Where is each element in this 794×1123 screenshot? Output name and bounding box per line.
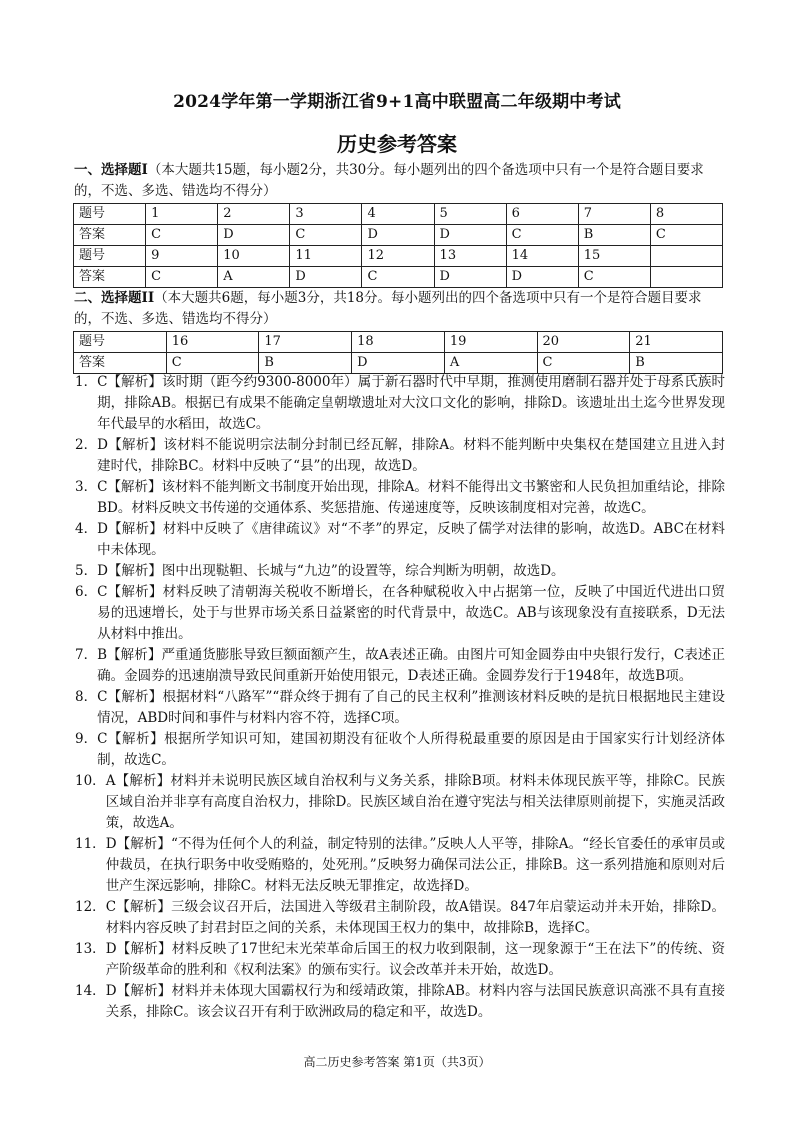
item-analysis-tag: 【解析】 <box>107 689 163 705</box>
table-cell: 4 <box>362 204 434 225</box>
item-answer: C <box>97 374 108 390</box>
table-row <box>74 204 723 225</box>
row-header-cell: 题号 <box>74 332 167 353</box>
section1-intro <box>74 160 724 202</box>
item-body <box>97 372 725 435</box>
item-body <box>106 834 725 897</box>
page-subtitle: 历史参考答案 <box>337 132 457 156</box>
table-cell: 18 <box>352 332 445 353</box>
item-number: 6． <box>75 584 98 600</box>
explanation-item <box>75 435 725 477</box>
item-explanation-text: 材料并未说明民族区域自治权利与义务关系，排除B项。材料未体现民族平等，排除C。民族区域自治并非享有高度自治权力，排除D。民族区域自治在遵守宪法与相关法律原则前提下，实施灵活政策，故选A。 <box>105 773 726 831</box>
item-explanation-text: 该材料不能说明宗法制分封制已经瓦解，排除A。材料不能判断中央集权在楚国建立且进入封建时代，排除BC。材料中反映了“县”的出现，故选D。 <box>97 437 726 474</box>
item-analysis-tag: 【解析】 <box>107 437 164 453</box>
item-answer: D <box>105 941 117 957</box>
item-number: 5． <box>75 563 98 579</box>
table-cell: C <box>578 267 650 288</box>
table-cell: 17 <box>259 332 352 353</box>
row-header-cell: 答案 <box>74 225 146 246</box>
item-explanation-text: “不得为任何个人的利益，制定特别的法律。”反映人人平等，排除A。“经长官委任的承审员或仲裁员，在执行职务中收受贿赂的，处死刑。”反映努力确保司法公正，排除B。这一系列措施和原则对后世产生深远影响，排除C。材料无法反映无罪推定，故选择D。 <box>105 836 726 894</box>
item-number: 3． <box>75 479 98 495</box>
table-cell: 3 <box>290 204 362 225</box>
item-analysis-tag: 【解析】 <box>107 374 162 390</box>
table-cell: D <box>352 353 445 374</box>
table-cell: C <box>506 225 578 246</box>
item-body <box>97 519 725 561</box>
table-cell: C <box>166 353 259 374</box>
section2-heading: 二、选择题II <box>74 290 155 306</box>
table-cell: 7 <box>578 204 650 225</box>
explanation-item <box>75 582 725 645</box>
explanation-item <box>75 897 725 939</box>
section1-description: （本大题共15题，每小题2分，共30分。每小题列出的四个备选项中只有一个是符合题目要求的，不选、多选、错选均不得分） <box>74 162 704 199</box>
table-cell: 16 <box>166 332 259 353</box>
item-analysis-tag: 【解析】 <box>116 983 172 999</box>
table-cell: 2 <box>218 204 290 225</box>
table-cell: C <box>362 267 434 288</box>
table-cell: B <box>259 353 352 374</box>
item-number: 7． <box>75 647 98 663</box>
table-cell: 21 <box>630 332 723 353</box>
table-cell: D <box>218 225 290 246</box>
table-cell: A <box>218 267 290 288</box>
table-cell: 8 <box>650 204 722 225</box>
row-header-cell: 答案 <box>74 267 146 288</box>
explanation-item <box>75 729 725 771</box>
table-cell: D <box>434 225 506 246</box>
table-cell: 9 <box>146 246 218 267</box>
item-number: 10． <box>75 773 106 789</box>
item-number: 9． <box>75 731 98 747</box>
section2-answer-table <box>73 331 723 374</box>
table-cell: 11 <box>290 246 362 267</box>
item-answer: B <box>97 647 108 663</box>
table-cell: D <box>506 267 578 288</box>
item-explanation-text: 该时期（距今约9300-8000年）属于新石器时代中早期，推测使用磨制石器并处于母系氏族时期，排除AB。根据已有成果不能确定皇朝墩遗址对大汶口文化的影响，排除D。该遗址出土迄今世界发现年代最早的水稻田，故选C。 <box>97 374 726 432</box>
item-explanation-text: 该材料不能判断文书制度开始出现，排除A。材料不能得出文书繁密和人民负担加重结论，排除BD。材料反映文书传递的交通体系、奖惩措施、传递速度等，反映该制度相对完善，故选C。 <box>97 479 726 516</box>
item-answer: D <box>97 563 108 579</box>
item-number: 13． <box>75 941 106 957</box>
item-body <box>97 435 725 477</box>
item-answer: C <box>97 689 108 705</box>
item-explanation-text: 材料反映了17世纪末光荣革命后国王的权力收到限制，这一现象源于“王在法下”的传统、资产阶级革命的胜利和《权利法案》的颁布实行。议会改革并未开始，故选D。 <box>105 941 726 978</box>
table-cell: 20 <box>537 332 630 353</box>
item-body <box>97 729 725 771</box>
item-explanation-text: 材料反映了清朝海关税收不断增长，在各种赋税收入中占据第一位，反映了中国近代进出口贸易的迅速增长，处于与世界市场关系日益紧密的时代背景中，故选C。AB与该现象没有直接联系，D无法从材料中推出。 <box>97 584 726 642</box>
row-header-cell: 题号 <box>74 246 146 267</box>
table-cell: C <box>146 225 218 246</box>
item-explanation-text: 严重通货膨胀导致巨额面额产生，故A表述正确。由图片可知金圆券由中央银行发行，C表述正确。金圆券的迅速崩溃导致民间重新开始使用银元，D表述正确。金圆券发行于1948年，故选B项。 <box>97 647 726 684</box>
item-answer: D <box>105 836 117 852</box>
item-explanation-text: 三级会议召开后，法国进入等级君主制阶段，故A错误。847年启蒙运动并未开始，排除D。材料内容反映了封君封臣之间的关系，未体现国王权力的集中，故排除B，选择C。 <box>105 899 726 936</box>
table-cell: D <box>434 267 506 288</box>
table-cell: 14 <box>506 246 578 267</box>
row-header-cell: 答案 <box>74 353 167 374</box>
item-answer: C <box>97 479 108 495</box>
item-explanation-text: 材料并未体现大国霸权行为和绥靖政策，排除AB。材料内容与法国民族意识高涨不具有直接关系，排除C。该会议召开有利于欧洲政局的稳定和平，故选D。 <box>105 983 726 1020</box>
item-body <box>97 645 725 687</box>
item-analysis-tag: 【解析】 <box>115 773 171 789</box>
item-body <box>97 687 725 729</box>
section2-description: （本大题共6题，每小题3分，共18分。每小题列出的四个备选项中只有一个是符合题目要求的，不选、多选、错选均不得分） <box>74 290 702 327</box>
explanation-item <box>75 834 725 897</box>
item-number: 12． <box>75 899 106 915</box>
item-number: 2． <box>75 437 98 453</box>
item-body <box>97 477 725 519</box>
table-cell: 13 <box>434 246 506 267</box>
item-number: 8． <box>75 689 98 705</box>
item-analysis-tag: 【解析】 <box>116 941 172 957</box>
item-explanation-text: 材料中反映了《唐律疏议》对“不孝”的界定，反映了儒学对法律的影响，故选D。ABC在材料中未体现。 <box>97 521 725 558</box>
table-cell: 12 <box>362 246 434 267</box>
item-answer: C <box>105 899 117 915</box>
item-explanation-text: 根据所学知识可知，建国初期没有征收个人所得税最重要的原因是由于国家实行计划经济体制，故选C。 <box>97 731 726 768</box>
item-analysis-tag: 【解析】 <box>107 584 163 600</box>
item-body <box>106 897 725 939</box>
table-row <box>74 225 723 246</box>
explanation-item <box>75 981 725 1023</box>
item-number: 11． <box>75 836 106 852</box>
item-body <box>106 771 725 834</box>
item-answer: A <box>105 773 116 789</box>
item-body <box>97 561 725 582</box>
item-body <box>97 582 725 645</box>
explanation-item <box>75 561 725 582</box>
table-cell: 19 <box>444 332 537 353</box>
item-answer: C <box>97 731 108 747</box>
item-analysis-tag: 【解析】 <box>107 647 162 663</box>
table-cell: D <box>362 225 434 246</box>
table-cell: A <box>444 353 537 374</box>
explanation-item <box>75 939 725 981</box>
table-row <box>74 267 723 288</box>
table-cell: D <box>290 267 362 288</box>
page-footer: 高二历史参考答案 第1页（共3页） <box>303 1055 491 1069</box>
item-answer: D <box>97 437 108 453</box>
table-row <box>74 246 723 267</box>
item-analysis-tag: 【解析】 <box>107 563 162 579</box>
table-cell: C <box>290 225 362 246</box>
item-analysis-tag: 【解析】 <box>107 731 165 747</box>
explanation-item <box>75 477 725 519</box>
table-cell <box>650 246 722 267</box>
explanation-item <box>75 687 725 729</box>
item-explanation-text: 图中出现鞑靼、长城与“九边”的设置等，综合判断为明朝，故选D。 <box>161 563 565 579</box>
item-analysis-tag: 【解析】 <box>107 521 163 537</box>
explanation-item <box>75 372 725 435</box>
table-cell: 15 <box>578 246 650 267</box>
explanation-item <box>75 771 725 834</box>
explanation-list <box>75 372 725 1023</box>
table-row <box>74 353 723 374</box>
item-number: 4． <box>75 521 98 537</box>
section1-heading: 一、选择题I <box>74 162 148 178</box>
table-cell: C <box>537 353 630 374</box>
item-answer: D <box>105 983 117 999</box>
table-cell: C <box>146 267 218 288</box>
item-answer: D <box>97 521 108 537</box>
item-analysis-tag: 【解析】 <box>116 836 171 852</box>
item-analysis-tag: 【解析】 <box>107 479 162 495</box>
item-number: 1． <box>75 374 98 390</box>
table-cell: B <box>578 225 650 246</box>
item-body <box>106 939 725 981</box>
page-title: 2024学年第一学期浙江省9+1高中联盟高二年级期中考试 <box>173 92 621 112</box>
item-explanation-text: 根据材料“八路军”“群众终于拥有了自己的民主权利”推测该材料反映的是抗日根据地民主建设情况，ABD时间和事件与材料内容不符，选择C项。 <box>97 689 725 726</box>
table-cell: B <box>630 353 723 374</box>
section2-intro <box>74 288 724 330</box>
explanation-item <box>75 519 725 561</box>
item-answer: C <box>97 584 108 600</box>
table-cell: 6 <box>506 204 578 225</box>
table-cell <box>650 267 722 288</box>
row-header-cell: 题号 <box>74 204 146 225</box>
item-number: 14． <box>75 983 106 999</box>
item-analysis-tag: 【解析】 <box>116 899 172 915</box>
table-cell: 10 <box>218 246 290 267</box>
section1-answer-table <box>73 203 723 288</box>
table-cell: 5 <box>434 204 506 225</box>
table-cell: C <box>650 225 722 246</box>
table-row <box>74 332 723 353</box>
item-body <box>106 981 725 1023</box>
table-cell: 1 <box>146 204 218 225</box>
explanation-item <box>75 645 725 687</box>
